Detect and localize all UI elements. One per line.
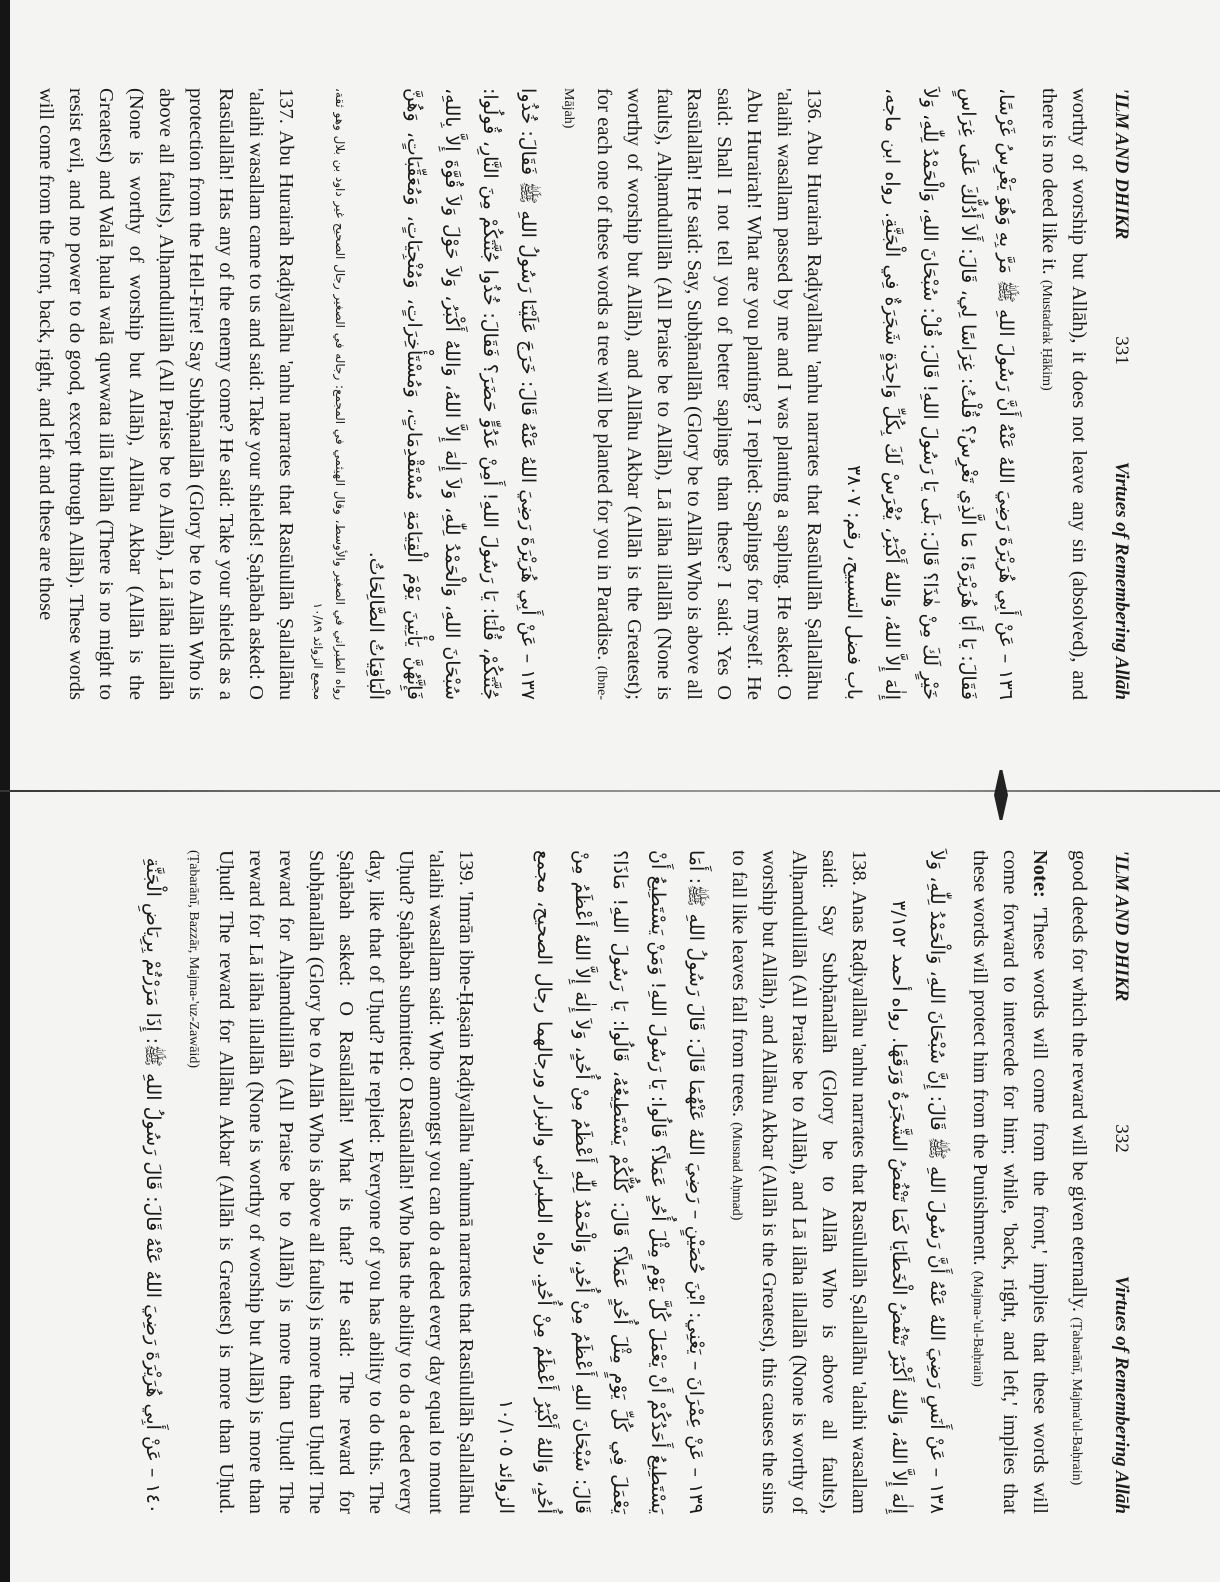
- intro-text: good deeds for which the reward will be given eternally.: [1068, 850, 1090, 1313]
- hadith-139-reference: (Ṭabarānī, Bazzār, Majma-'uz-Zawāid): [186, 850, 201, 1069]
- page-332: [80, 822, 1140, 1542]
- note-text: 'These words will come from the front,' implies that these words will come forward to intercede for him; while, 'back, right, and left,' implies that these words will protect him from the Punishment.: [969, 850, 1051, 1514]
- header-left: 'ILM AND DHIKR: [1111, 88, 1132, 240]
- hadith-137-translation: 137. Abu Hurairah Raḍiyallāhu 'anhu narrates that Rasūlullāh Ṣallallāhu 'alaihi wasallam came to us and said: Take your shields! Ṣaḥābah asked: O Rasūlallāh! Has any of the enemy come? He said: Take your shields as a protection from the Hell-Fire! Say Subḥānallāh (Glory be to Allāh Who is above all faults), Alḥamdulillāh (All Praise be to Allāh), Lā ilāha illallāh (None is worthy of worship but Allāh), Allāhu Akbar (Allāh is the Greatest) and Walā ḥaula walā quwwata illā billāh (There is no might to resist evil, and no power to do good, except through Allāh). These words will come from the front, back, right, and left and these are those: [35, 88, 297, 700]
- header-right: Virtues of Remembering Allāh: [1111, 1275, 1132, 1514]
- intro-paragraph: [1061, 850, 1094, 1514]
- note-reference: (Majma-'ul-Baḥrain): [970, 1270, 985, 1387]
- page-header: [1110, 850, 1132, 1514]
- hadith-138-arabic: ١٣٨ – عَنْ أَنَسٍ رَضِيَ اللهُ عَنْهُ أَنَّ رَسُولَ اللهِ ﷺ قَالَ: إِنَّ سُبْحَانَ اللهِ، وَالْحَمْدُ لِلّٰهِ، وَلاَ إِلٰهَ إِلاَّ اللهُ، وَاللهُ أَكْبَرُ تَنْفُضُ الْخَطَايَا كَمَا تَنْفُضُ الشَّجَرَةُ وَرَقَهَا. رواه أحمد ٣/١٥٢: [888, 850, 948, 1514]
- page-fold: [0, 790, 1220, 792]
- intro-text: worthy of worship but Allāh), it does not leave any sin (absolved), and there is no deed like it.: [1038, 88, 1090, 700]
- hadith-136-arabic: ١٣٦ – عَنْ أَبِي هُرَيْرَةَ رَضِيَ اللهُ عَنْهُ أَنَّ رَسُولَ اللهِ ﷺ مَرَّ بِهِ وَهُوَ يَغْرِسُ غَرْسًا، فَقَالَ: يَا أَبَا هُرَيْرَةَ! مَا الَّذِي تَغْرِسُ؟ قُلْتُ: غِرَاسًا لِي، قَالَ: أَلاَ أَدُلُّكَ عَلَى غِرَاسٍ خَيْرٍ لَكَ مِنْ هٰذَا؟ قَالَ: بَلَى يَا رَسُولَ اللهِ! قَالَ: قُلْ: سُبْحَانَ اللهِ، وَالْحَمْدُ لِلّٰهِ، وَلاَ إِلٰهَ إِلاَّ اللهُ، وَاللهُ أَكْبَرُ، يُغْرَسْ لَكَ بِكُلِّ وَاحِدَةٍ شَجَرَةٌ فِي الْجَنَّةِ. رواه ابن ماجه، باب فضل التسبيح، رقم: ٣٨٠٧: [843, 88, 1017, 700]
- hadith-138-text: 138. Anas Raḍiyallāhu 'anhu narrates that Rasūlullāh Ṣallallāhu 'alaihi wasallam said: Say Subḥānallāh (Glory be to Allāh Who is above all faults), Alḥamdulillāh (All Praise be to Allāh), and Lā ilāha illallāh (None is worthy of worship but Allāh), and Allāhu Akbar (Allāh is the Greatest), this causes the sins to fall like leaves fall from trees.: [728, 850, 870, 1514]
- hadith-139-translation: [178, 850, 481, 1514]
- note-paragraph: [962, 850, 1055, 1514]
- note-label: Note:: [1029, 850, 1051, 898]
- fold-mark: [994, 770, 1008, 820]
- hadith-138-translation: [721, 850, 874, 1514]
- page-331: [35, 60, 1140, 728]
- hadith-136-reference: (Ibne-Mājah): [561, 88, 609, 700]
- hadith-139-text: 139. 'Imrān ibne-Ḥaṣain Raḍiyallāhu 'anhumā narrates that Rasūlullāh Ṣallallāhu 'alaihi wasallam said: Who amongst you can do a deed every day equal to mount Uḥud? Ṣaḥābah submitted: O Rasūlallāh! Who has the ability to do a deed every day, like that of Uḥud? He replied: Everyone of you has ability to do this. The Ṣaḥābah asked: O Rasūlallāh! What is that? He said: The reward for Subḥānallāh (Glory be to Allāh Who is above all faults) is more than Uḥud! The reward for Alḥamdulillāh (All Praise be to Allāh) is more than Uḥud! The reward for Lā ilāha illallāh (None is worthy of worship but Allāh) is more than Uḥud! The reward for Allāhu Akbar (Allāh is Greatest) is more than Uḥud.: [215, 850, 477, 1514]
- intro-paragraph: [1031, 88, 1094, 700]
- hadith-138-reference: (Musnad Aḥmad): [729, 1122, 744, 1221]
- hadith-136-text: 136. Abu Hurairah Raḍiyallāhu 'anhu narrates that Rasūlullāh Ṣallallāhu 'alaihi wasallam passed by me and I was planting a sapling. He asked: O Abu Hurairah! What are you planting? I replied: Saplings for myself. He said: Shall I not tell you of better saplings than these? I said: Yes O Rasūlallāh! He said: Say, Subḥānallāh (Glory be to Allāh Who is above all faults), Alḥamdulillāh (All Praise be to Allāh), Lā ilāha illallāh (None is worthy of worship but Allāh), and Allāhu Akbar (Allāh is the Greatest); for each one of these words a tree will be planted for you in Paradise.: [593, 88, 825, 700]
- hadith-139-arabic: ١٣٩ – عَنْ عِمْرَانَ – يَعْنِي: ابْنَ حُصَيْنٍ – رَضِيَ اللهُ عَنْهُمَا قَالَ: قَالَ رَسُولُ اللهِ ﷺ: أَمَا يَسْتَطِيعُ أَحَدُكُمْ أَنْ يَعْمَلَ كُلَّ يَوْمٍ مِثْلَ أُحُدٍ عَمَلاً؟ قَالُوا: يَا رَسُولَ اللهِ! وَمَنْ يَسْتَطِيعُ أَنْ يَعْمَلَ فِي كُلِّ يَوْمٍ مِثْلَ أُحُدٍ عَمَلاً؟ قَالَ: كُلُّكُمْ يَسْتَطِيعُهُ، قَالُوا: يَا رَسُولَ اللهِ! مَاذَا؟ قَالَ: سُبْحَانَ اللهِ أَعْظَمُ مِنْ أُحُدٍ، وَالْحَمْدُ لِلّٰهِ أَعْظَمُ مِنْ أُحُدٍ، وَلاَ إِلٰهَ إِلاَّ اللهُ أَعْظَمُ مِنْ أُحُدٍ، وَاللهُ أَكْبَرُ أَعْظَمُ مِنْ أُحُدٍ. رواه الطبراني والبزار ورجالهما رجال الصحيح، مجمع الزوائد ١٠/١٠٥: [495, 850, 707, 1514]
- page-number: 331: [1111, 336, 1132, 365]
- hadith-140-arabic: ١٤٠ – عَنْ أَبِي هُرَيْرَةَ رَضِيَ اللهُ عَنْهُ قَالَ: قَالَ رَسُولُ اللهِ ﷺ: إِذَا مَرَرْتُمْ بِرِيَاضِ الْجَنَّةِ: [142, 857, 164, 1514]
- hadith-137-arabic-reference: رواه الطبراني في الصغير والأوسط، وقال الهيثمي في المجمع: رجاله في الصغير رجال الصحيح غير داود بن بلال وهو ثقة، مجمع الزوائد ١٠/٨٩: [311, 88, 347, 700]
- page-number: 332: [1111, 1124, 1132, 1153]
- page-header: [1110, 88, 1132, 700]
- header-right: Virtues of Remembering Allāh: [1111, 461, 1132, 700]
- intro-reference: (Ṭabarānī, Majma'ul-Baḥrain): [1069, 1317, 1084, 1486]
- intro-reference: (Mustadrak Ḥākim): [1039, 279, 1054, 391]
- hadith-137-arabic: ١٣٧ – عَنْ أَبِي هُرَيْرَةَ رَضِيَ اللهُ عَنْهُ قَالَ: خَرَجَ عَلَيْنَا رَسُولُ اللهِ ﷺ فَقَالَ: خُذُوا جُنَّتَكُمْ، قُلْنَا: يَا رَسُولَ اللهِ! أَمِنْ عَدُوٍّ حَضَرَ؟ فَقَالَ: خُذُوا جُنَّتَكُمْ مِنَ النَّارِ، قُولُوا: سُبْحَانَ اللهِ، وَالْحَمْدُ لِلّٰهِ، وَلاَ إِلٰهَ إِلاَّ اللهُ، وَاللهُ أَكْبَرُ، وَلاَ حَوْلَ وَلاَ قُوَّةَ إِلاَّ بِاللهِ، فَإِنَّهُنَّ يَأْتِينَ يَوْمَ الْقِيَامَةِ مُسْتَقْدِمَاتٍ، وَمُسْتَأْخِرَاتٍ، وَمُنْجِيَاتٍ، وَمُعَقِّبَاتٍ، وَهُنَّ الْبَاقِيَاتُ الصَّالِحَاتُ.: [365, 88, 539, 700]
- hadith-136-translation: [553, 88, 829, 700]
- header-left: 'ILM AND DHIKR: [1111, 850, 1132, 1002]
